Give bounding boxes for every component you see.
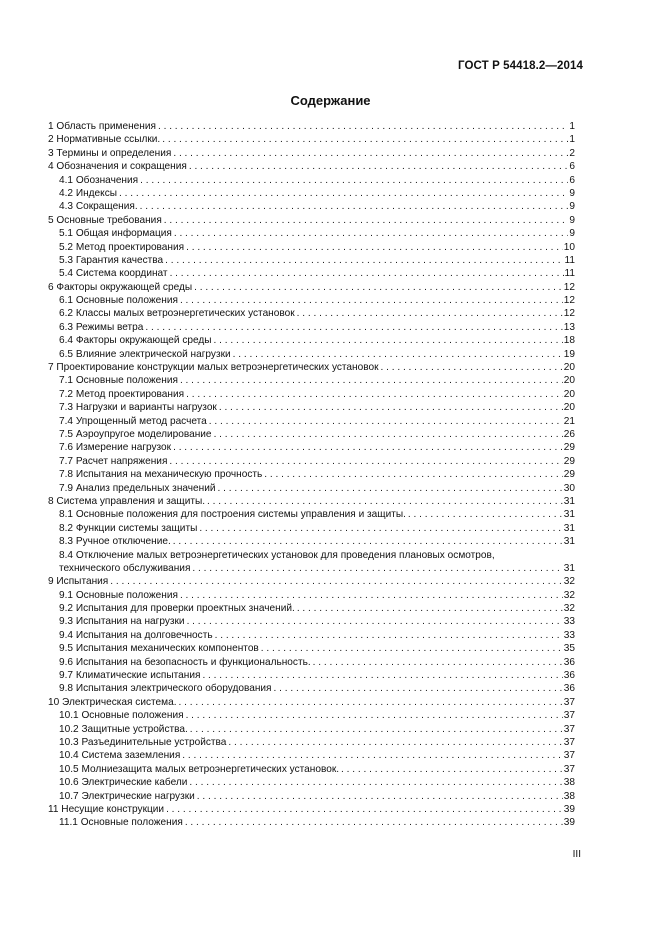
toc-entry-page: 37 bbox=[563, 736, 575, 748]
toc-leader-dots bbox=[119, 187, 568, 200]
toc-entry[interactable] bbox=[48, 468, 575, 481]
toc-entry-label: 1 Область применения bbox=[48, 121, 156, 132]
toc-entry-label: 10.7 Электрические нагрузки bbox=[59, 790, 195, 802]
toc-entry-page: 20 bbox=[563, 375, 575, 387]
toc-entry-label: 5.4 Система координат bbox=[59, 268, 168, 280]
toc-leader-dots bbox=[264, 468, 563, 481]
toc-leader-dots bbox=[209, 415, 563, 428]
toc-entry-page: 31 bbox=[563, 495, 575, 507]
toc-leader-dots bbox=[381, 361, 563, 374]
toc-entry-label: 9.5 Испытания механических компонентов bbox=[59, 643, 259, 655]
toc-entry-label: 8.4 Отключение малых ветроэнергетических установок для проведения плановых осмотров, bbox=[59, 549, 495, 561]
toc-leader-dots bbox=[110, 575, 563, 588]
toc-entry-label: 9 Испытания bbox=[48, 576, 109, 588]
toc-leader-dots bbox=[233, 348, 563, 361]
toc-entry-label: 7.2 Метод проектирования bbox=[59, 388, 185, 400]
toc-entry-label: 7.7 Расчет напряжения bbox=[59, 455, 168, 467]
toc-entry[interactable] bbox=[48, 321, 575, 334]
toc-entry-label: 6.5 Влияние электрической нагрузки bbox=[59, 348, 231, 360]
toc-entry-label: 6.4 Факторы окружающей среды bbox=[59, 335, 212, 347]
toc-leader-dots bbox=[189, 160, 569, 173]
toc-entry-label: 10.3 Разъединительные устройства bbox=[59, 736, 227, 748]
toc-leader-dots bbox=[185, 816, 563, 829]
toc-leader-dots bbox=[173, 441, 563, 454]
toc-entry-page: 29 bbox=[563, 455, 575, 467]
toc-entry-label: 7.3 Нагрузки и варианты нагрузок bbox=[59, 402, 217, 414]
toc-leader-dots bbox=[214, 428, 563, 441]
toc-entry[interactable] bbox=[48, 294, 575, 307]
toc-entry-label: 8.1 Основные положения для построения системы управления и защиты. bbox=[59, 509, 406, 521]
document-code: ГОСТ Р 54418.2—2014 bbox=[458, 60, 583, 72]
toc-entry-label: 6.2 Классы малых ветроэнергетических установок bbox=[59, 308, 295, 320]
toc-entry[interactable] bbox=[48, 629, 575, 642]
toc-entry[interactable] bbox=[48, 133, 575, 146]
toc-entry[interactable] bbox=[48, 160, 575, 173]
toc-entry-page: 2 bbox=[569, 147, 575, 159]
toc-leader-dots bbox=[140, 200, 569, 213]
toc-leader-dots bbox=[140, 174, 568, 187]
toc-entry-label: 2 Нормативные ссылки. bbox=[48, 134, 161, 146]
toc-entry-page: 37 bbox=[563, 696, 575, 708]
toc-leader-dots bbox=[166, 803, 563, 816]
toc-leader-dots bbox=[186, 709, 563, 722]
toc-entry-page: 10 bbox=[563, 241, 575, 253]
toc-entry-page: 37 bbox=[563, 723, 575, 735]
toc-leader-dots bbox=[341, 763, 563, 776]
toc-leader-dots bbox=[214, 334, 563, 347]
toc-entry[interactable] bbox=[48, 749, 575, 762]
toc-leader-dots bbox=[313, 656, 563, 669]
toc-entry[interactable] bbox=[48, 120, 575, 133]
page-number: III bbox=[572, 849, 581, 860]
toc-entry-label: 7.5 Аэроупругое моделирование bbox=[59, 428, 212, 440]
toc-entry-label: 7.6 Измерение нагрузок bbox=[59, 442, 172, 454]
toc-entry-label: 10.2 Защитные устройства. bbox=[59, 723, 188, 735]
table-of-contents bbox=[48, 120, 575, 830]
toc-entry-label: 7 Проектирование конструкции малых ветроэнергетических установок bbox=[48, 362, 379, 374]
toc-leader-dots bbox=[199, 522, 562, 535]
toc-entry[interactable] bbox=[48, 455, 575, 468]
toc-entry-page: 38 bbox=[563, 790, 575, 802]
toc-leader-dots bbox=[228, 736, 562, 749]
toc-entry-page: 12 bbox=[563, 281, 575, 293]
toc-entry-page: 9 bbox=[569, 187, 575, 199]
toc-entry-page: 31 bbox=[563, 509, 575, 521]
toc-entry-label: 9.1 Основные положения bbox=[59, 589, 178, 601]
toc-entry-page: 32 bbox=[563, 589, 575, 601]
toc-entry[interactable] bbox=[48, 682, 575, 695]
toc-entry[interactable] bbox=[48, 763, 575, 776]
toc-leader-dots bbox=[202, 669, 562, 682]
toc-leader-dots bbox=[145, 321, 562, 334]
toc-entry-label: 5.1 Общая информация bbox=[59, 228, 172, 240]
toc-entry[interactable] bbox=[48, 401, 575, 414]
toc-entry-label: 9.3 Испытания на нагрузки bbox=[59, 616, 185, 628]
toc-entry-page: 26 bbox=[563, 428, 575, 440]
toc-entry-page: 31 bbox=[563, 536, 575, 548]
toc-entry-label: 10.4 Система заземления bbox=[59, 750, 181, 762]
toc-entry-page: 9 bbox=[569, 228, 575, 240]
toc-entry[interactable] bbox=[48, 669, 575, 682]
toc-entry-label: 7.8 Испытания на механическую прочность bbox=[59, 469, 263, 481]
toc-entry-page: 36 bbox=[563, 683, 575, 695]
toc-entry-label: 4.1 Обозначения bbox=[59, 174, 139, 186]
toc-leader-dots bbox=[194, 281, 563, 294]
toc-leader-dots bbox=[261, 642, 563, 655]
toc-entry[interactable] bbox=[48, 281, 575, 294]
toc-entry-page: 18 bbox=[563, 335, 575, 347]
toc-entry-page: 20 bbox=[563, 402, 575, 414]
toc-entry[interactable] bbox=[48, 307, 575, 320]
toc-entry-page: 13 bbox=[563, 321, 575, 333]
toc-leader-dots bbox=[180, 294, 563, 307]
toc-entry[interactable] bbox=[48, 254, 575, 267]
toc-entry-page: 37 bbox=[563, 763, 575, 775]
toc-entry[interactable] bbox=[48, 589, 575, 602]
toc-entry[interactable] bbox=[48, 615, 575, 628]
toc-entry[interactable] bbox=[48, 200, 575, 213]
toc-entry[interactable] bbox=[48, 723, 575, 736]
toc-entry-label: 8 Система управления и защиты. bbox=[48, 495, 206, 507]
toc-entry-page: 29 bbox=[563, 469, 575, 481]
toc-leader-dots bbox=[170, 267, 564, 280]
toc-entry-page: 9 bbox=[569, 201, 575, 213]
toc-entry-label: 5.2 Метод проектирования bbox=[59, 241, 185, 253]
toc-entry[interactable] bbox=[48, 549, 575, 562]
toc-leader-dots bbox=[179, 696, 563, 709]
toc-entry-label: 9.6 Испытания на безопасность и функциональность. bbox=[59, 656, 311, 668]
toc-entry[interactable] bbox=[48, 803, 575, 816]
toc-leader-dots bbox=[174, 227, 569, 240]
toc-leader-dots bbox=[219, 401, 563, 414]
toc-entry-label: 5.3 Гарантия качества bbox=[59, 254, 164, 266]
toc-entry[interactable] bbox=[48, 562, 575, 575]
toc-entry-label: 10.1 Основные положения bbox=[59, 710, 184, 722]
toc-entry-label: 4.3 Сокращения. bbox=[59, 201, 138, 213]
toc-entry-page: 19 bbox=[563, 348, 575, 360]
toc-leader-dots bbox=[180, 589, 563, 602]
toc-leader-dots bbox=[186, 241, 563, 254]
toc-entry-page: 36 bbox=[563, 670, 575, 682]
toc-entry-page: 37 bbox=[563, 710, 575, 722]
toc-entry[interactable] bbox=[48, 374, 575, 387]
toc-entry-page: 9 bbox=[569, 214, 575, 226]
toc-entry-label: 6.3 Режимы ветра bbox=[59, 321, 144, 333]
toc-entry-label: 5 Основные требования bbox=[48, 214, 162, 226]
toc-leader-dots bbox=[189, 776, 562, 789]
toc-entry-label: 10.5 Молниезащита малых ветроэнергетических установок. bbox=[59, 763, 340, 775]
toc-entry-label: 7.4 Упрощенный метод расчета bbox=[59, 415, 207, 427]
toc-entry[interactable] bbox=[48, 482, 575, 495]
toc-entry[interactable] bbox=[48, 227, 575, 240]
toc-leader-dots bbox=[190, 723, 563, 736]
toc-leader-dots bbox=[173, 147, 568, 160]
toc-leader-dots bbox=[207, 495, 563, 508]
toc-entry-page: 12 bbox=[563, 295, 575, 307]
toc-leader-dots bbox=[218, 482, 563, 495]
toc-leader-dots bbox=[158, 120, 568, 133]
toc-entry-label: 6 Факторы окружающей среды bbox=[48, 281, 193, 293]
toc-entry-page: 39 bbox=[563, 803, 575, 815]
toc-entry[interactable] bbox=[48, 214, 575, 227]
toc-entry-page: 20 bbox=[563, 388, 575, 400]
toc-entry-page: 39 bbox=[563, 817, 575, 829]
toc-entry-page: 35 bbox=[563, 643, 575, 655]
toc-entry[interactable] bbox=[48, 790, 575, 803]
toc-entry-label: 9.4 Испытания на долговечность bbox=[59, 629, 213, 641]
toc-entry-page: 36 bbox=[563, 656, 575, 668]
toc-entry[interactable] bbox=[48, 267, 575, 280]
toc-entry-page: 1 bbox=[569, 134, 575, 146]
toc-entry[interactable] bbox=[48, 776, 575, 789]
toc-entry[interactable] bbox=[48, 348, 575, 361]
toc-entry-label: технического обслуживания bbox=[59, 562, 191, 574]
toc-leader-dots bbox=[408, 508, 563, 521]
toc-entry[interactable] bbox=[48, 602, 575, 615]
toc-entry[interactable] bbox=[48, 174, 575, 187]
toc-entry-label: 7.9 Анализ предельных значений bbox=[59, 482, 216, 494]
toc-leader-dots bbox=[169, 455, 562, 468]
toc-entry-label: 10 Электрическая система. bbox=[48, 696, 177, 708]
page-title: Содержание bbox=[290, 93, 371, 108]
toc-entry-label: 11 Несущие конструкции bbox=[48, 803, 165, 815]
toc-entry[interactable] bbox=[48, 535, 575, 548]
toc-entry[interactable] bbox=[48, 388, 575, 401]
toc-entry-label: 10.6 Электрические кабели bbox=[59, 777, 188, 789]
toc-leader-dots bbox=[192, 562, 562, 575]
toc-entry-label: 8.3 Ручное отключение. bbox=[59, 536, 171, 548]
toc-entry-page: 30 bbox=[563, 482, 575, 494]
toc-leader-dots bbox=[187, 615, 563, 628]
toc-entry-page: 31 bbox=[563, 522, 575, 534]
toc-entry[interactable] bbox=[48, 187, 575, 200]
toc-leader-dots bbox=[197, 790, 563, 803]
toc-entry-page: 31 bbox=[563, 562, 575, 574]
toc-entry[interactable] bbox=[48, 642, 575, 655]
toc-leader-dots bbox=[215, 629, 563, 642]
toc-entry[interactable] bbox=[48, 522, 575, 535]
toc-entry-page: 11 bbox=[564, 268, 575, 280]
toc-entry[interactable] bbox=[48, 696, 575, 709]
toc-entry-page: 6 bbox=[569, 161, 575, 173]
toc-entry-page: 6 bbox=[569, 174, 575, 186]
toc-leader-dots bbox=[164, 214, 569, 227]
toc-leader-dots bbox=[297, 602, 563, 615]
toc-leader-dots bbox=[186, 388, 563, 401]
toc-entry-page: 32 bbox=[563, 576, 575, 588]
toc-entry[interactable] bbox=[48, 361, 575, 374]
toc-entry[interactable] bbox=[48, 334, 575, 347]
toc-leader-dots bbox=[180, 374, 563, 387]
toc-entry[interactable] bbox=[48, 147, 575, 160]
toc-entry-label: 4 Обозначения и сокращения bbox=[48, 161, 187, 173]
toc-entry-label: 8.2 Функции системы защиты bbox=[59, 522, 198, 534]
toc-entry-label: 9.8 Испытания электрического оборудования bbox=[59, 683, 272, 695]
toc-entry-page: 29 bbox=[563, 442, 575, 454]
toc-entry[interactable] bbox=[48, 241, 575, 254]
toc-leader-dots bbox=[297, 307, 563, 320]
toc-entry-label: 3 Термины и определения bbox=[48, 147, 172, 159]
toc-entry[interactable] bbox=[48, 575, 575, 588]
toc-entry-label: 9.2 Испытания для проверки проектных значений. bbox=[59, 603, 295, 615]
toc-entry-page: 12 bbox=[563, 308, 575, 320]
toc-entry[interactable] bbox=[48, 656, 575, 669]
toc-entry-page: 21 bbox=[563, 415, 575, 427]
toc-entry-label: 7.1 Основные положения bbox=[59, 375, 178, 387]
toc-entry-label: 4.2 Индексы bbox=[59, 187, 117, 199]
toc-entry[interactable] bbox=[48, 441, 575, 454]
toc-entry-label: 9.7 Климатические испытания bbox=[59, 670, 201, 682]
toc-entry[interactable] bbox=[48, 508, 575, 521]
toc-leader-dots bbox=[274, 682, 563, 695]
toc-entry-label: 11.1 Основные положения bbox=[59, 817, 183, 829]
toc-entry-page: 38 bbox=[563, 777, 575, 789]
toc-entry-page: 37 bbox=[563, 750, 575, 762]
toc-entry-page: 20 bbox=[563, 362, 575, 374]
toc-entry-page: 1 bbox=[569, 121, 575, 132]
toc-entry-page: 32 bbox=[563, 603, 575, 615]
toc-leader-dots bbox=[182, 749, 562, 762]
toc-entry[interactable] bbox=[48, 736, 575, 749]
toc-entry[interactable] bbox=[48, 428, 575, 441]
toc-entry-page: 11 bbox=[564, 254, 575, 266]
toc-leader-dots bbox=[173, 535, 563, 548]
toc-entry[interactable] bbox=[48, 495, 575, 508]
toc-entry[interactable] bbox=[48, 816, 575, 829]
toc-entry-label: 6.1 Основные положения bbox=[59, 295, 178, 307]
toc-entry-page: 33 bbox=[563, 629, 575, 641]
toc-entry[interactable] bbox=[48, 709, 575, 722]
toc-entry[interactable] bbox=[48, 415, 575, 428]
toc-entry-page: 33 bbox=[563, 616, 575, 628]
toc-leader-dots bbox=[162, 133, 568, 146]
toc-leader-dots bbox=[165, 254, 563, 267]
